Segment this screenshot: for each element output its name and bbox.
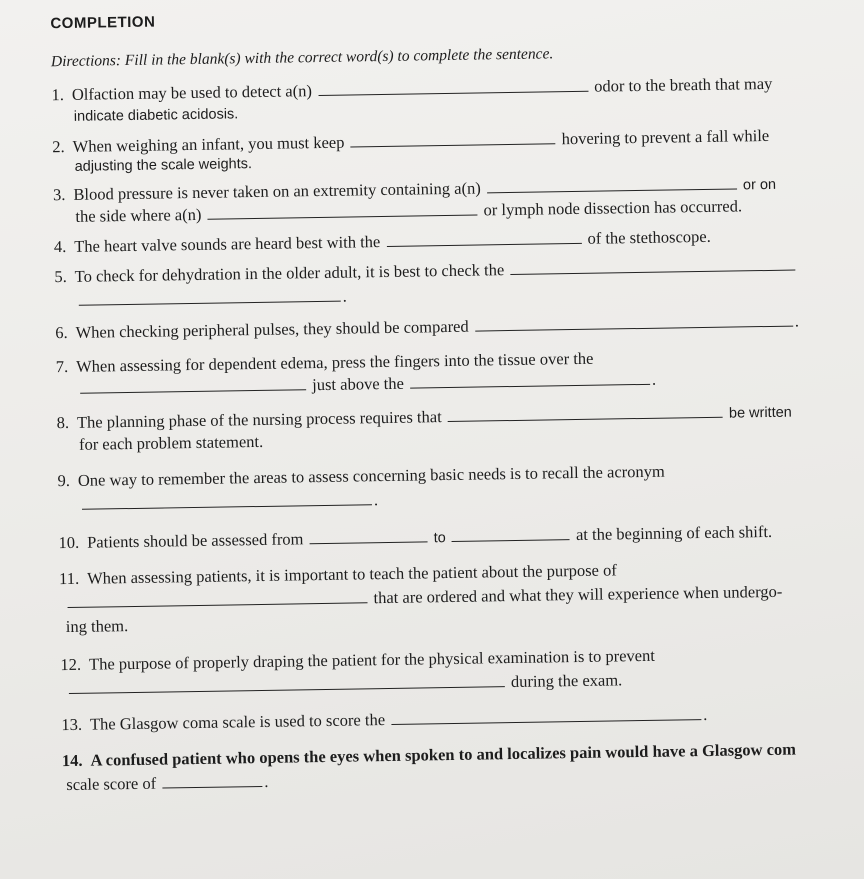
answer-blank-5b[interactable] [79,287,341,306]
question-12-line-1: 12. The purpose of properly draping the patient for the physical examination is to prevent [60,645,656,675]
question-3-line-1: 3. Blood pressure is never taken on an extremity containing a(n) or on [53,174,776,205]
question-1-line-2: indicate diabetic acidosis. [73,106,239,125]
question-7-line-1: 7. When assessing for dependent edema, press the fingers into the tissue over the [55,348,594,377]
answer-blank-11[interactable] [67,588,367,608]
answer-blank-3b[interactable] [207,201,477,220]
answer-blank-2[interactable] [350,129,555,147]
directions-text: Directions: Fill in the blank(s) with the correct word(s) to complete the sentence. [50,45,554,71]
question-13-line: 13. The Glasgow coma scale is used to score the . [61,704,708,735]
answer-blank-10b[interactable] [452,525,570,542]
question-8-line-1: 8. The planning phase of the nursing process requires that be written [56,404,792,433]
question-number: 1. [51,85,65,105]
question-9-line-2: . [80,490,378,515]
question-11-line-3: ing them. [65,616,129,637]
answer-blank-9[interactable] [82,490,372,510]
answer-blank-5a[interactable] [510,256,795,275]
answer-blank-1[interactable] [318,77,588,96]
answer-blank-10a[interactable] [309,527,427,544]
question-7-line-2: just above the . [78,370,656,399]
answer-blank-7b[interactable] [410,370,650,389]
question-4-line: 4. The heart valve sounds are heard best with the of the stethoscope. [53,226,711,257]
answer-blank-14[interactable] [162,772,262,789]
section-heading: COMPLETION [50,13,156,33]
answer-blank-4[interactable] [386,229,581,247]
question-5-line-1: 5. To check for dehydration in the older adult, it is best to check the [54,256,797,288]
answer-blank-8[interactable] [448,403,723,422]
answer-blank-6[interactable] [475,312,793,332]
question-2-line-1: 2. When weighing an infant, you must keep hovering to prevent a fall while [52,125,770,157]
question-2-line-2: adjusting the scale weights. [74,156,253,175]
answer-blank-13[interactable] [391,705,701,725]
answer-blank-12[interactable] [69,672,505,694]
question-11-line-1: 11. When assessing patients, it is important to teach the patient about the purpose of [58,560,617,589]
question-6-line: 6. When checking peripheral pulses, they should be compared . [55,311,800,343]
question-12-line-2: during the exam. [67,670,623,699]
question-14-line-2: scale score of . [66,771,269,795]
question-10-line: 10. Patients should be assessed from to at the beginning of each shift. [58,521,773,553]
question-14-line-1: 14. A confused patient who opens the eyes when spoken to and localizes pain would have a Glasgow com [61,739,797,771]
question-9-line-1: 9. One way to remember the areas to assess concerning basic needs is to recall the acronym [57,461,665,491]
answer-blank-7a[interactable] [80,375,306,394]
question-1-line-1: 1. Olfaction may be used to detect a(n) odor to the breath that may [51,73,773,105]
answer-blank-3a[interactable] [487,174,737,193]
question-3-line-2: the side where a(n) or lymph node dissection has occurred. [75,196,743,226]
question-8-line-2: for each problem statement. [78,431,264,454]
question-11-line-2: that are ordered and what they will experience when undergo- [65,582,782,613]
question-5-line-2: . [77,287,347,311]
